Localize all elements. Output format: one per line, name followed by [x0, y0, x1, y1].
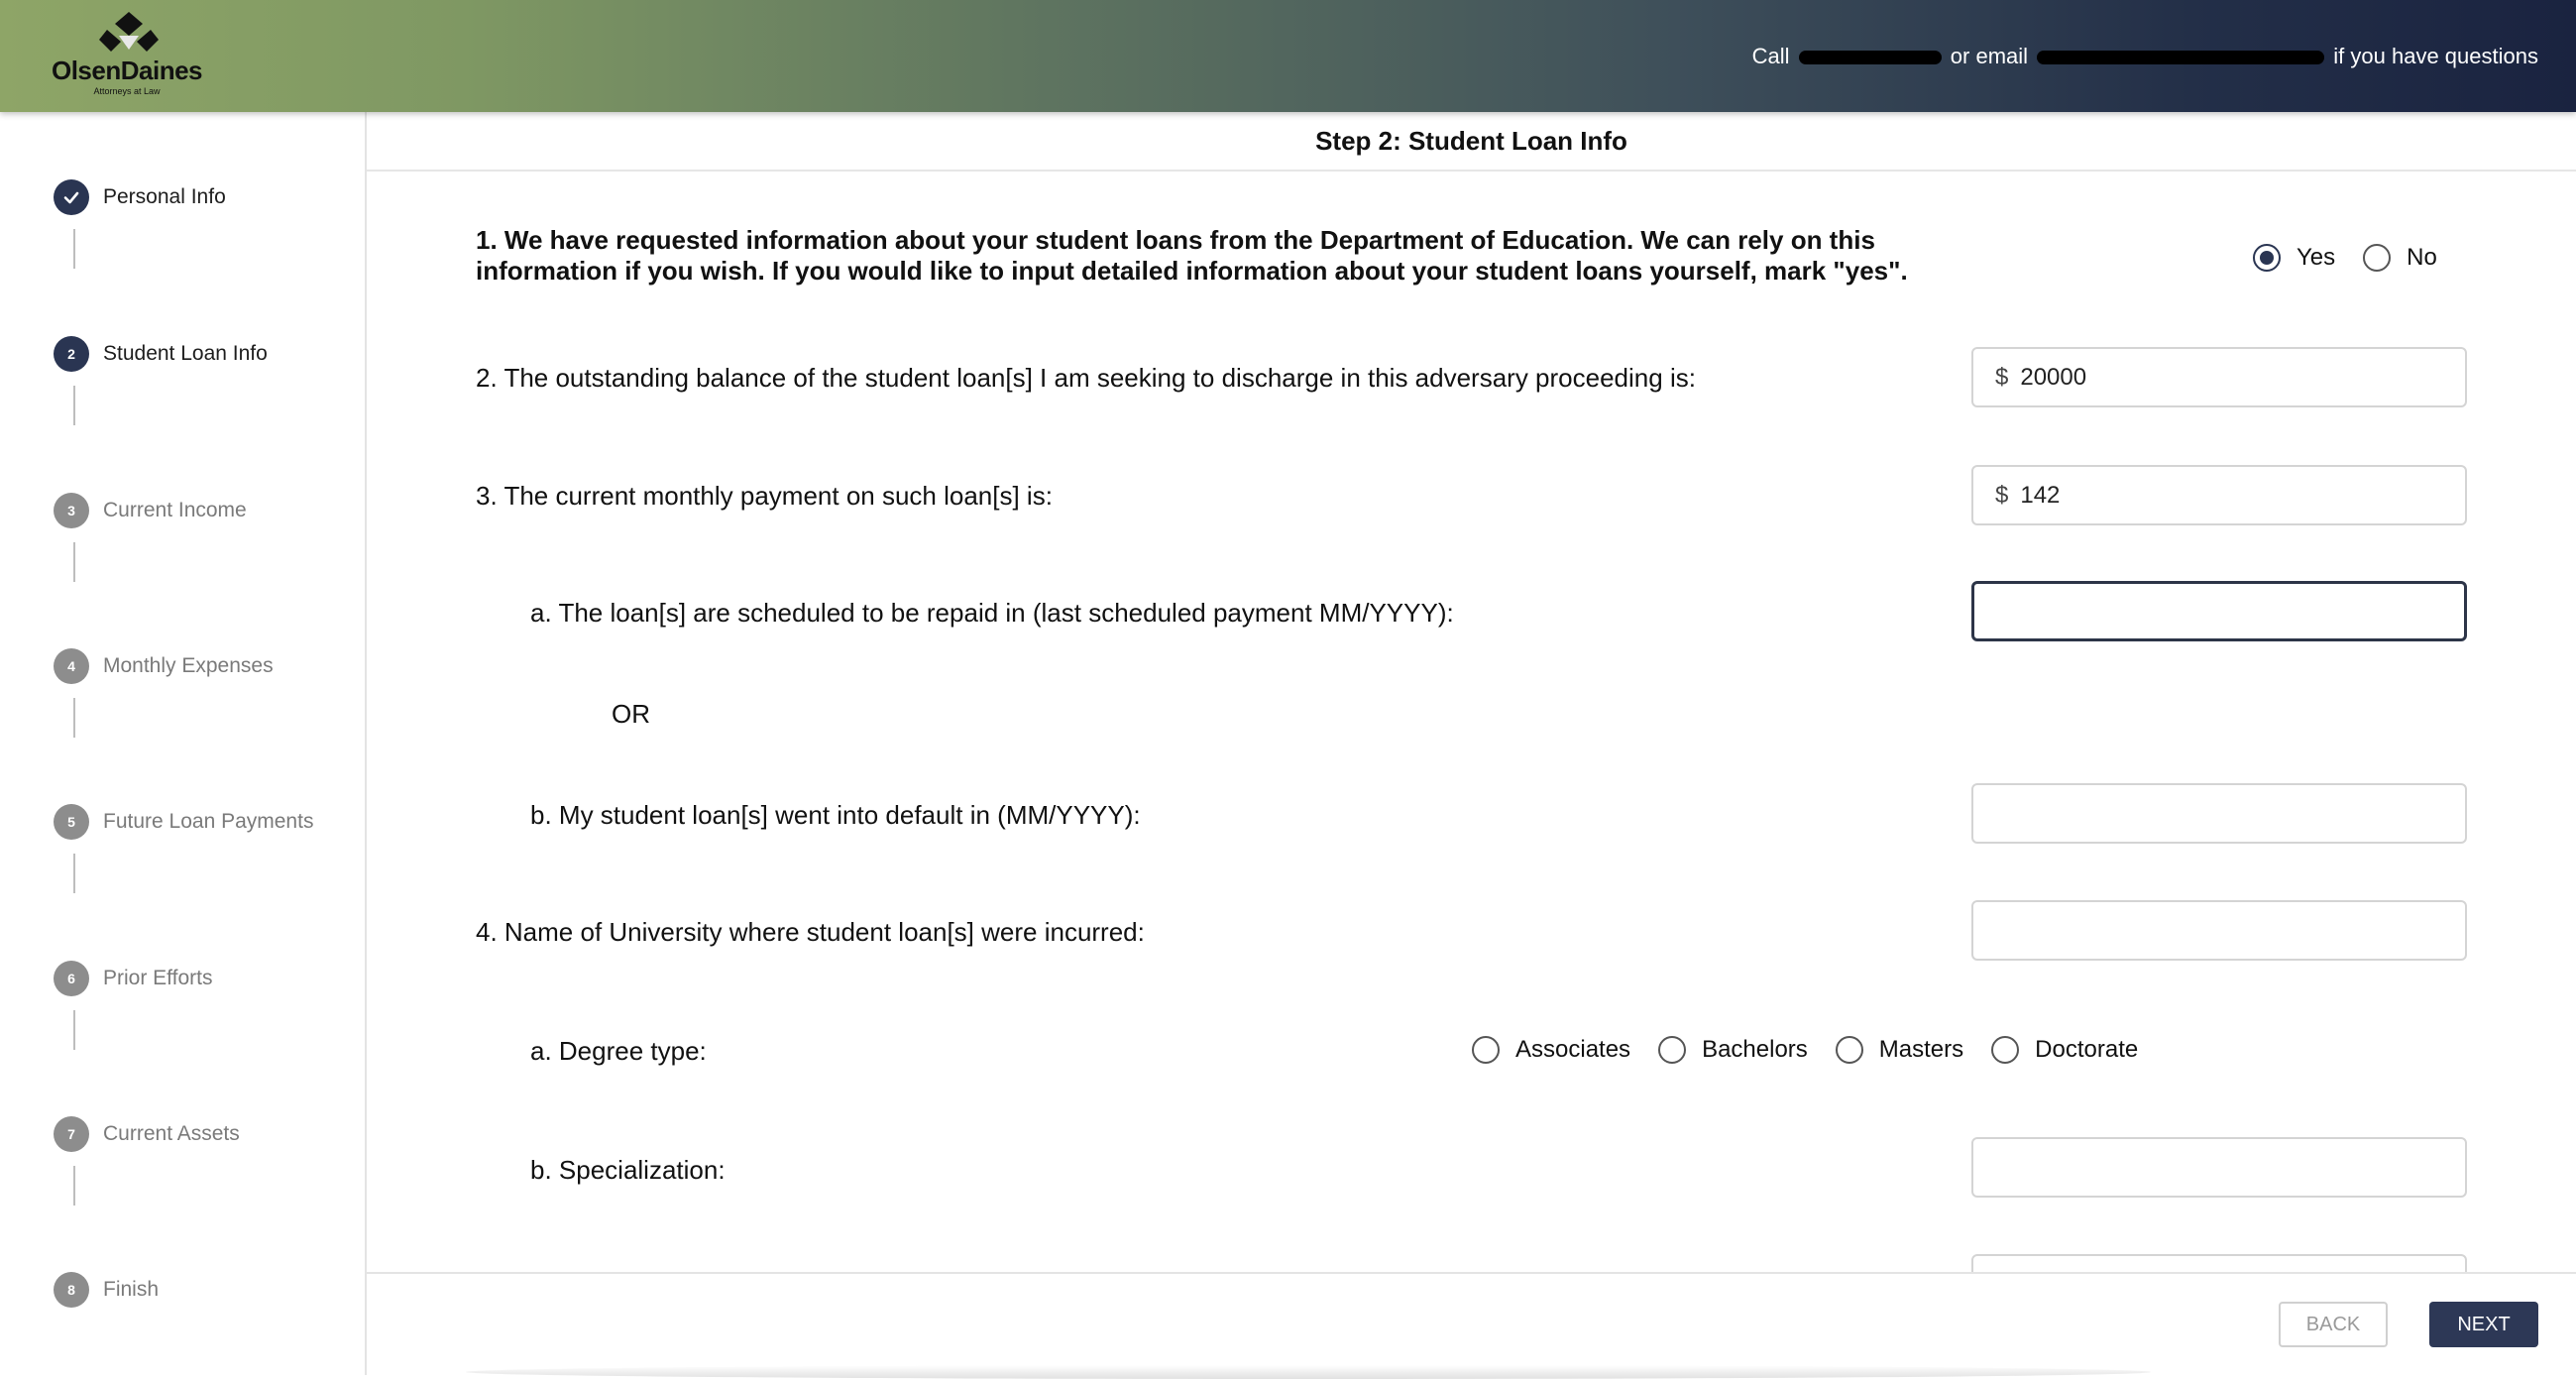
radio-bachelors-label: Bachelors [1702, 1036, 1808, 1063]
step-connector [73, 229, 75, 269]
step-number: 8 [54, 1272, 89, 1308]
step-number: 3 [54, 493, 89, 528]
redacted-email [2037, 51, 2324, 64]
page-title: Step 2: Student Loan Info [1315, 126, 1627, 156]
radio-no[interactable] [2363, 244, 2391, 272]
steps-sidebar [0, 112, 367, 1375]
question-1-line-2: information if you wish. If you would like to input detailed information about your student loans yourself, mark "yes". [476, 256, 1908, 286]
sidebar-step-student-loan-info[interactable] [0, 336, 365, 396]
step-title-bar [367, 112, 2576, 172]
radio-doctorate-label: Doctorate [2035, 1036, 2139, 1063]
radio-masters[interactable] [1836, 1036, 1863, 1064]
contact-end-text: if you have questions [2333, 44, 2538, 68]
back-button[interactable]: BACK [2279, 1302, 2388, 1347]
or-separator: OR [612, 699, 650, 729]
currency-prefix: $ [1995, 481, 2009, 509]
radio-associates[interactable] [1472, 1036, 1500, 1064]
logo [48, 8, 206, 99]
degree-type-options [1472, 1036, 2166, 1064]
question-3b-label: b. My student loan[s] went into default in (MM/YYYY): [530, 800, 1141, 830]
step-connector [73, 542, 75, 582]
step-connector [73, 1010, 75, 1050]
question-1-line-1: 1. We have requested information about your student loans from the Department of Education. We can rely on this [476, 225, 1875, 255]
sidebar-step-label: Future Loan Payments [103, 810, 314, 833]
question-2-label: 2. The outstanding balance of the student loan[s] I am seeking to discharge in this adversary proceeding is: [476, 363, 1696, 393]
step-connector [73, 1166, 75, 1206]
radio-yes-label: Yes [2296, 244, 2336, 271]
step-number: 6 [54, 961, 89, 996]
sidebar-step-prior-efforts[interactable] [0, 961, 365, 1020]
sidebar-step-current-assets[interactable] [0, 1116, 365, 1176]
question-1-options [2253, 244, 2465, 272]
sidebar-step-label: Finish [103, 1278, 160, 1301]
sidebar-step-label: Current Assets [103, 1122, 240, 1145]
sidebar-step-finish[interactable] [0, 1272, 365, 1331]
sidebar-step-personal-info[interactable] [0, 179, 365, 239]
contact-call-text: Call [1751, 44, 1790, 68]
sidebar-step-label: Current Income [103, 499, 247, 521]
checkmark-icon [54, 179, 89, 215]
logo-text: OlsenDaines [51, 56, 202, 85]
question-4-label: 4. Name of University where student loan[s] were incurred: [476, 917, 1145, 947]
contact-info [1752, 44, 2538, 69]
monthly-payment-input[interactable] [1971, 465, 2467, 525]
radio-associates-label: Associates [1515, 1036, 1631, 1063]
step-number: 5 [54, 804, 89, 840]
sidebar-step-label: Monthly Expenses [103, 654, 274, 677]
currency-prefix: $ [1995, 363, 2009, 391]
specialization-input[interactable] [1971, 1137, 2467, 1198]
sidebar-step-monthly-expenses[interactable] [0, 648, 365, 708]
question-3-label: 3. The current monthly payment on such loan[s] is: [476, 481, 1053, 511]
next-button[interactable]: NEXT [2429, 1302, 2538, 1347]
step-connector [73, 698, 75, 738]
sidebar-step-label: Prior Efforts [103, 967, 213, 989]
logo-subtitle: Attorneys at Law [93, 86, 161, 96]
sidebar-step-label: Student Loan Info [103, 342, 268, 365]
outstanding-balance-input[interactable] [1971, 347, 2467, 407]
radio-masters-label: Masters [1878, 1036, 1964, 1063]
radio-no-label: No [2407, 244, 2437, 271]
question-4b-label: b. Specialization: [530, 1155, 726, 1185]
sidebar-step-current-income[interactable] [0, 493, 365, 552]
question-1 [476, 225, 1908, 287]
question-3a-label: a. The loan[s] are scheduled to be repaid in (last scheduled payment MM/YYYY): [530, 598, 1454, 628]
form-footer [367, 1272, 2576, 1377]
contact-mid-text: or email [1950, 44, 2029, 68]
step-number: 2 [54, 336, 89, 372]
sidebar-step-label: Personal Info [103, 185, 226, 208]
step-number: 7 [54, 1116, 89, 1152]
monthly-payment-value: 142 [2020, 481, 2061, 509]
step-number: 4 [54, 648, 89, 684]
logo-mark-icon [97, 10, 161, 54]
radio-doctorate[interactable] [1991, 1036, 2019, 1064]
radio-yes[interactable] [2253, 244, 2281, 272]
footer-shadow [466, 1365, 2151, 1379]
last-payment-date-input[interactable] [1971, 581, 2467, 641]
default-date-input[interactable] [1971, 783, 2467, 844]
outstanding-balance-value: 20000 [2020, 363, 2087, 391]
university-name-input[interactable] [1971, 900, 2467, 961]
step-connector [73, 854, 75, 893]
redacted-phone [1799, 51, 1942, 64]
sidebar-step-future-loan-payments[interactable] [0, 804, 365, 863]
radio-bachelors[interactable] [1658, 1036, 1686, 1064]
step-connector [73, 386, 75, 425]
header-bar [0, 0, 2576, 112]
question-4a-label: a. Degree type: [530, 1036, 707, 1066]
